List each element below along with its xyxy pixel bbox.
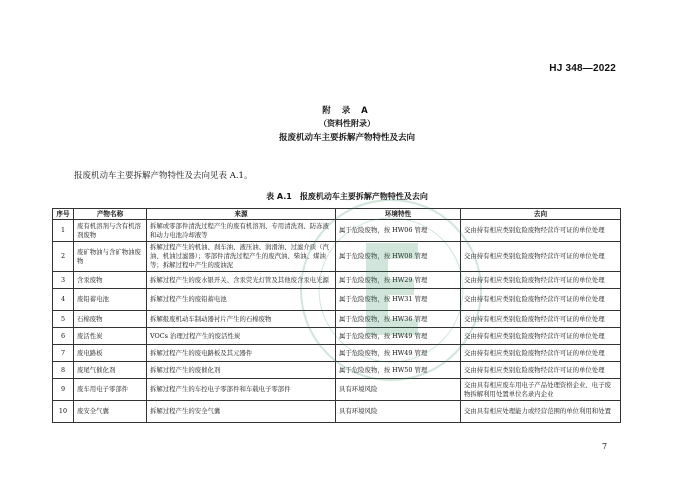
header-product: 产物名称 <box>74 209 147 220</box>
cell-source: 拆解或零部件清洗过程产生的废有机溶剂、专用清洗剂、防冻液和动力电池冷却液等 <box>147 220 336 242</box>
cell-product: 含汞废物 <box>74 272 147 289</box>
header-no: 序号 <box>53 209 74 220</box>
cell-no: 1 <box>53 220 74 242</box>
cell-product: 废矿物油与含矿物油废物 <box>74 242 147 272</box>
cell-no: 8 <box>53 362 74 379</box>
cell-destination: 交由持有相应类别危险废物经营许可证的单位处理 <box>461 311 621 328</box>
cell-environment: 属于危险废物，按 HW06 管理 <box>336 220 461 242</box>
table-row <box>53 289 621 311</box>
cell-environment: 具有环境风险 <box>336 401 461 423</box>
cell-destination: 交由具有相应处理能力或经营范围的单位利用和处置 <box>461 401 621 423</box>
cell-environment: 属于危险废物，按 HW49 管理 <box>336 328 461 345</box>
cell-no: 6 <box>53 328 74 345</box>
intro-paragraph: 报废机动车主要拆解产物特性及去向见表 A.1。 <box>74 171 253 181</box>
cell-destination: 交由持有相应类别危险废物经营许可证的单位处理 <box>461 328 621 345</box>
disposal-table <box>52 208 621 423</box>
appendix-type: （资料性附录） <box>319 119 375 128</box>
table-row <box>53 220 621 242</box>
cell-destination: 交由具有相应废车用电子产品处理资格企业、电子废物拆解利用处置单位名录内企业 <box>461 379 621 401</box>
cell-environment: 属于危险废物，按 HW36 管理 <box>336 311 461 328</box>
cell-source: 拆解过程产生的机油、刹车油、液压油、润滑油、过滤介质（汽油、机油过滤器）；零部件清洗过程产生的废汽油、柴油、煤油等；拆解过程中产生的废油泥 <box>147 242 336 272</box>
cell-product: 废活性炭 <box>74 328 147 345</box>
table-row <box>53 242 621 272</box>
standard-code: HJ 348—2022 <box>549 63 616 74</box>
cell-no: 4 <box>53 289 74 311</box>
table-row <box>53 401 621 423</box>
cell-environment: 具有环境风险 <box>336 379 461 401</box>
cell-source: 拆解过程产生的安全气囊 <box>147 401 336 423</box>
cell-source: 拆解过程产生的废铅蓄电池 <box>147 289 336 311</box>
table-row <box>53 311 621 328</box>
cell-destination: 交由持有相应类别危险废物经营许可证的单位处理 <box>461 362 621 379</box>
cell-product: 废尾气催化剂 <box>74 362 147 379</box>
cell-product: 废电路板 <box>74 345 147 362</box>
cell-source: 拆解过程产生的废电路板及其元器件 <box>147 345 336 362</box>
cell-environment: 属于危险废物，按 HW08 管理 <box>336 242 461 272</box>
cell-product: 废车用电子零部件 <box>74 379 147 401</box>
table-header-row <box>53 209 621 220</box>
cell-product: 废安全气囊 <box>74 401 147 423</box>
header-environment: 环境特性 <box>336 209 461 220</box>
cell-destination: 交由持有相应类别危险废物经营许可证的单位处理 <box>461 272 621 289</box>
cell-source: VOCs 治理过程产生的废活性炭 <box>147 328 336 345</box>
cell-destination: 交由持有相应类别危险废物经营许可证的单位处理 <box>461 220 621 242</box>
page-number: 7 <box>602 442 608 451</box>
cell-no: 10 <box>53 401 74 423</box>
cell-no: 2 <box>53 242 74 272</box>
table-row <box>53 328 621 345</box>
cell-environment: 属于危险废物，按 HW49 管理 <box>336 345 461 362</box>
cell-source: 拆解过程产生的废催化剂 <box>147 362 336 379</box>
cell-product: 废铅蓄电池 <box>74 289 147 311</box>
cell-source: 拆解过程产生的废水银开关、含汞荧光灯管及其他废含汞电光源 <box>147 272 336 289</box>
cell-environment: 属于危险废物，按 HW31 管理 <box>336 289 461 311</box>
cell-product: 废有机溶剂与含有机溶剂废物 <box>74 220 147 242</box>
cell-no: 5 <box>53 311 74 328</box>
table-row <box>53 362 621 379</box>
cell-no: 3 <box>53 272 74 289</box>
cell-environment: 属于危险废物，按 HW50 管理 <box>336 362 461 379</box>
header-destination: 去向 <box>461 209 621 220</box>
cell-source: 拆解过程产生的车控电子零部件和车载电子零部件 <box>147 379 336 401</box>
table-row <box>53 379 621 401</box>
table-row <box>53 272 621 289</box>
appendix-title: 报废机动车主要拆解产物特性及去向 <box>278 133 415 143</box>
table-row <box>53 345 621 362</box>
cell-product: 石棉废物 <box>74 311 147 328</box>
cell-destination: 交由持有相应类别危险废物经营许可证的单位处理 <box>461 345 621 362</box>
cell-source: 拆解报废机动车制动器衬片产生的石棉废物 <box>147 311 336 328</box>
appendix-label: 附 录 A <box>322 106 372 116</box>
cell-destination: 交由持有相应类别危险废物经营许可证的单位处理 <box>461 289 621 311</box>
cell-environment: 属于危险废物，按 HW29 管理 <box>336 272 461 289</box>
cell-no: 9 <box>53 379 74 401</box>
table-caption: 表 A.1 报废机动车主要拆解产物特性及去向 <box>266 192 428 201</box>
header-source: 来源 <box>147 209 336 220</box>
cell-no: 7 <box>53 345 74 362</box>
cell-destination: 交由持有相应类别危险废物经营许可证的单位处理 <box>461 242 621 272</box>
